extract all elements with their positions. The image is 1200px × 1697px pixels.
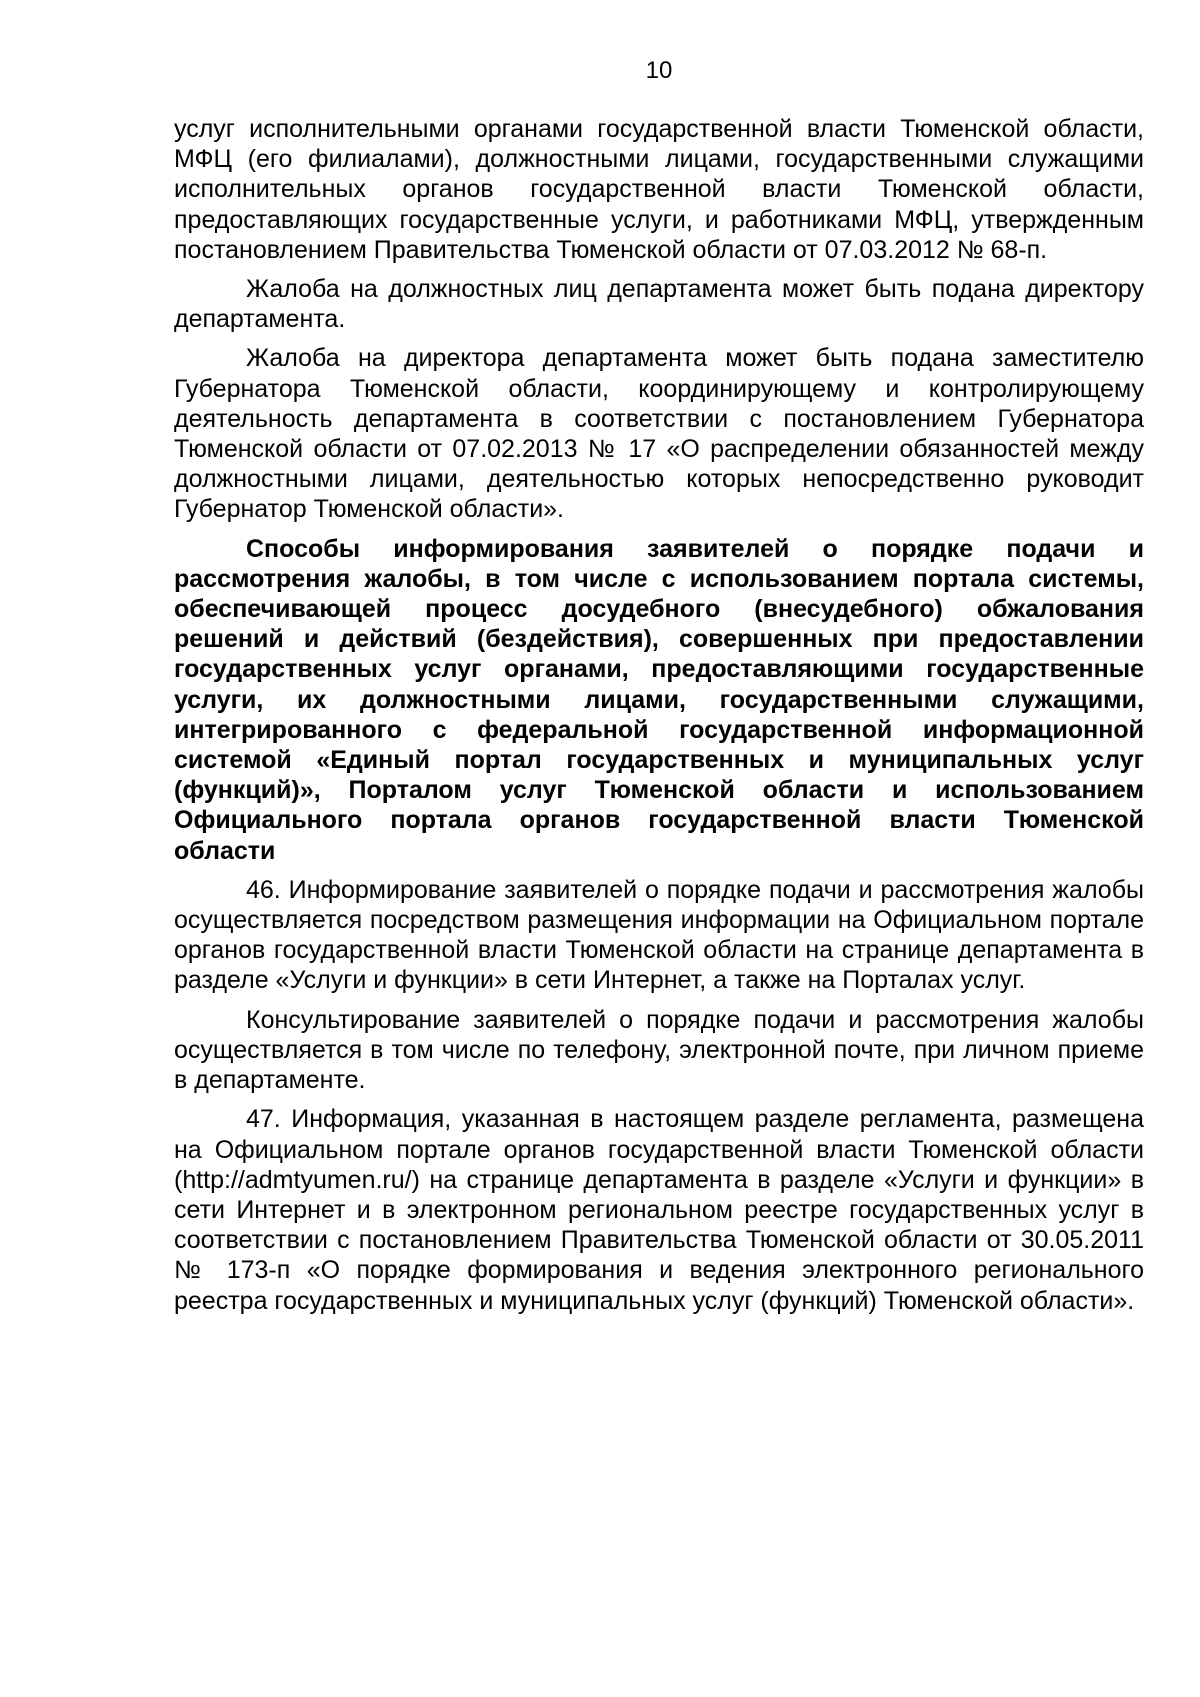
paragraph-complaint-officials: Жалоба на должностных лиц департамента может быть подана директору департамента. xyxy=(174,275,1144,334)
page-number: 10 xyxy=(645,57,673,84)
paragraph-item-47: 47. Информация, указанная в настоящем разделе регламента, размещена на Официальном портале органов государственной власти Тюменской области (http://admtyumen.ru/) на странице департамента в разделе «Услуги и функции» в сети Интернет и в электронном региональном реестре государственных услуг в соответствии с постановлением Правительства Тюменской области от 30.05.2011 № 173-п «О порядке формирования и ведения электронного регионального реестра государственных и муниципальных услуг (функций) Тюменской области». xyxy=(174,1105,1144,1315)
paragraph-continuation: услуг исполнительными органами государственной власти Тюменской области, МФЦ (его филиалами), должностными лицами, государственными служащими исполнительных органов государственной власти Тюменской области, предоставляющих государственные услуги, и работниками МФЦ, утвержденным постановлением Правительства Тюменской области от 07.03.2012 № 68-п. xyxy=(174,115,1144,264)
document-body xyxy=(174,114,1144,1325)
paragraph-complaint-director: Жалоба на директора департамента может быть подана заместителю Губернатора Тюменской области, координирующему и контролирующему деятельность департамента в соответствии с постановлением Губернатора Тюменской области от 07.02.2013 № 17 «О распределении обязанностей между должностными лицами, деятельностью которых непосредственно руководит Губернатор Тюменской области». xyxy=(174,344,1144,524)
paragraph-consulting: Консультирование заявителей о порядке подачи и рассмотрения жалобы осуществляется в том числе по телефону, электронной почте, при личном приеме в департаменте. xyxy=(174,1005,1144,1095)
paragraph-item-46: 46. Информирование заявителей о порядке подачи и рассмотрения жалобы осуществляется посредством размещения информации на Официальном портале органов государственной власти Тюменской области на странице департамента в разделе «Услуги и функции» в сети Интернет, а также на Порталах услуг. xyxy=(174,875,1144,995)
section-heading: Способы информирования заявителей о порядке подачи и рассмотрения жалобы, в том числе с использованием портала системы, обеспечивающей процесс досудебного (внесудебного) обжалования решений и действий (бездействия), совершенных при предоставлении государственных услуг органами, предоставляющими государственные услуги, их должностными лицами, государственными служащими, интегрированного с федеральной государственной информационной системой «Единый портал государственных и муниципальных услуг (функций)», Порталом услуг Тюменской области и использованием Официального портала органов государственной власти Тюменской области xyxy=(174,534,1144,865)
